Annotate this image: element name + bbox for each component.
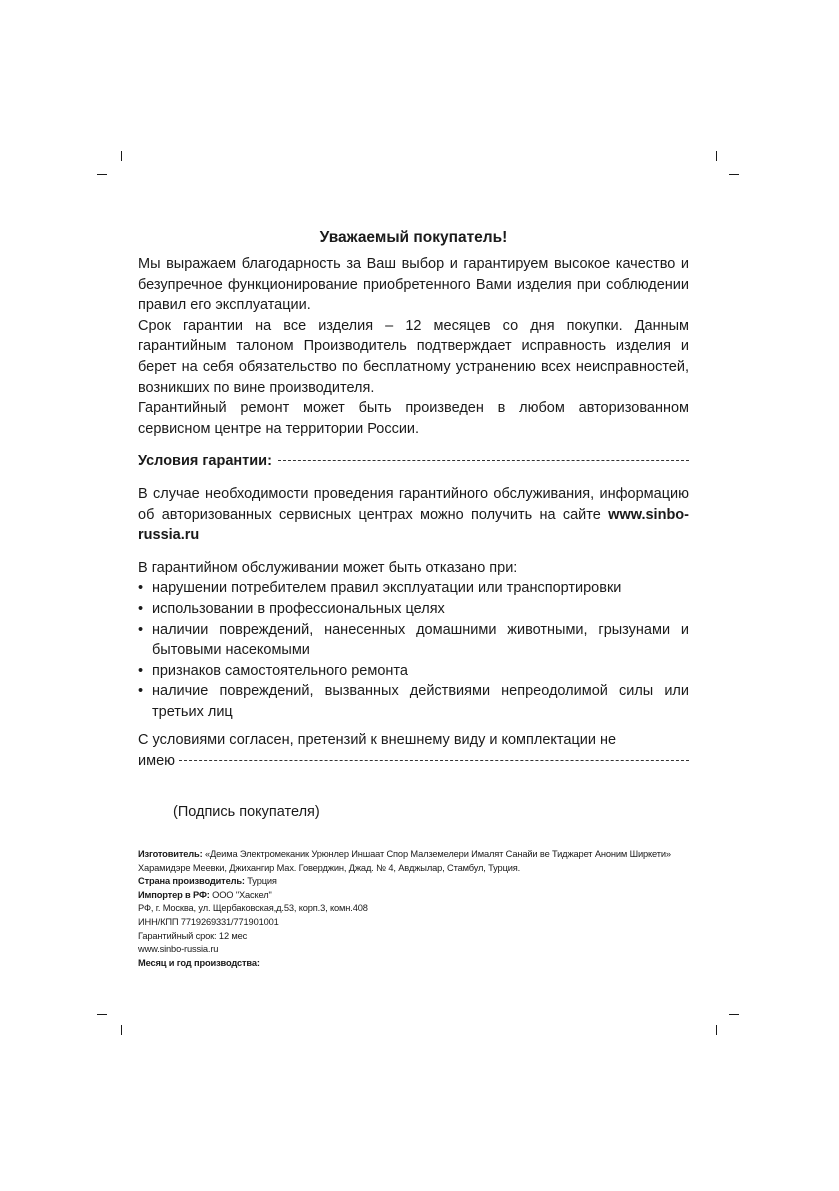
refusal-list <box>138 578 689 722</box>
conditions-label: Условия гарантии: <box>138 453 272 470</box>
service-paragraph <box>138 484 689 546</box>
importer-value: ООО "Хаскел" <box>212 889 272 900</box>
importer-line <box>138 889 689 903</box>
footer-site: www.sinbo-russia.ru <box>138 944 219 955</box>
crop-mark <box>97 1014 107 1015</box>
crop-mark <box>729 174 739 175</box>
warranty-card <box>138 228 689 822</box>
crop-mark <box>716 1025 717 1035</box>
manufacturer-label: Изготовитель: <box>138 849 203 859</box>
list-item: • использовании в профессиональных целях <box>138 599 689 620</box>
dashed-line <box>179 760 689 761</box>
intro-paragraph: Гарантийный ремонт может быть произведен в любом авторизованном сервисном центре на территории России. <box>138 400 689 437</box>
crop-mark <box>121 151 122 161</box>
importer-address: РФ, г. Москва, ул. Щербаковская,д.53, корп.3, комн.408 <box>138 903 368 914</box>
inn-line: ИНН/КПП 7719269331/771901001 <box>138 916 279 927</box>
intro-paragraph: Срок гарантии на все изделия – 12 месяцев со дня покупки. Данным гарантийным талоном Производитель подтверждает исправность изделия и берет на себя обязательство по бесплатному устранению всех неисправностей, возникших по вине производителя. <box>138 317 689 396</box>
crop-mark <box>716 151 717 161</box>
list-item: • признаков самостоятельного ремонта <box>138 661 689 682</box>
agreement-text-end: имею <box>138 753 176 770</box>
manufacturer-text: «Деима Электромеканик Урюнлер Иншаат Спор Малземелери Ималят Санайи ве Тиджарет Аноним Ширкети» Харамидэре Меевки, Джихангир Мах. Говерджин, Джад. № 4, Авджылар, Стамбул, Турция. <box>138 849 671 873</box>
list-item: • нарушении потребителем правил эксплуатации или транспортировки <box>138 578 689 599</box>
manufacturer-line <box>138 848 689 875</box>
country-label: Страна производитель: <box>138 876 245 887</box>
signature-line[interactable] <box>138 751 689 772</box>
conditions-heading <box>138 451 689 472</box>
list-item: • наличии повреждений, нанесенных домашними животными, грызунами и бытовыми насекомыми <box>138 620 689 661</box>
refusal-heading: В гарантийном обслуживании может быть отказано при: <box>138 559 518 576</box>
country-value: Турция <box>247 876 277 887</box>
crop-mark <box>729 1014 739 1015</box>
country-line <box>138 875 689 889</box>
dashed-line <box>278 460 689 461</box>
signature-caption: (Подпись покупателя) <box>173 803 320 820</box>
service-text: В случае необходимости проведения гарантийного обслуживания, информацию об авторизованных сервисных центрах можно получить на сайте <box>138 485 689 523</box>
warranty-term: Гарантийный срок: 12 мес <box>138 930 248 941</box>
page-title: Уважаемый покупатель! <box>319 229 508 246</box>
manufacturer-info <box>138 848 689 970</box>
site-link[interactable]: www.sinbo-russia.ru <box>138 506 689 544</box>
production-date-label: Месяц и год производства: <box>138 957 260 968</box>
crop-mark <box>121 1025 122 1035</box>
list-item: • наличие повреждений, вызванных действиями непреодолимой силы или третьих лиц <box>138 681 689 722</box>
agreement-text: С условиями согласен, претензий к внешнему виду и комплектации не <box>138 732 617 749</box>
intro-paragraph: Мы выражаем благодарность за Ваш выбор и гарантируем высокое качество и безупречное функционирование приобретенного Вами изделия при соблюдении правил его эксплуатации. <box>138 256 689 314</box>
importer-label: Импортер в РФ: <box>138 889 210 900</box>
crop-mark <box>97 174 107 175</box>
